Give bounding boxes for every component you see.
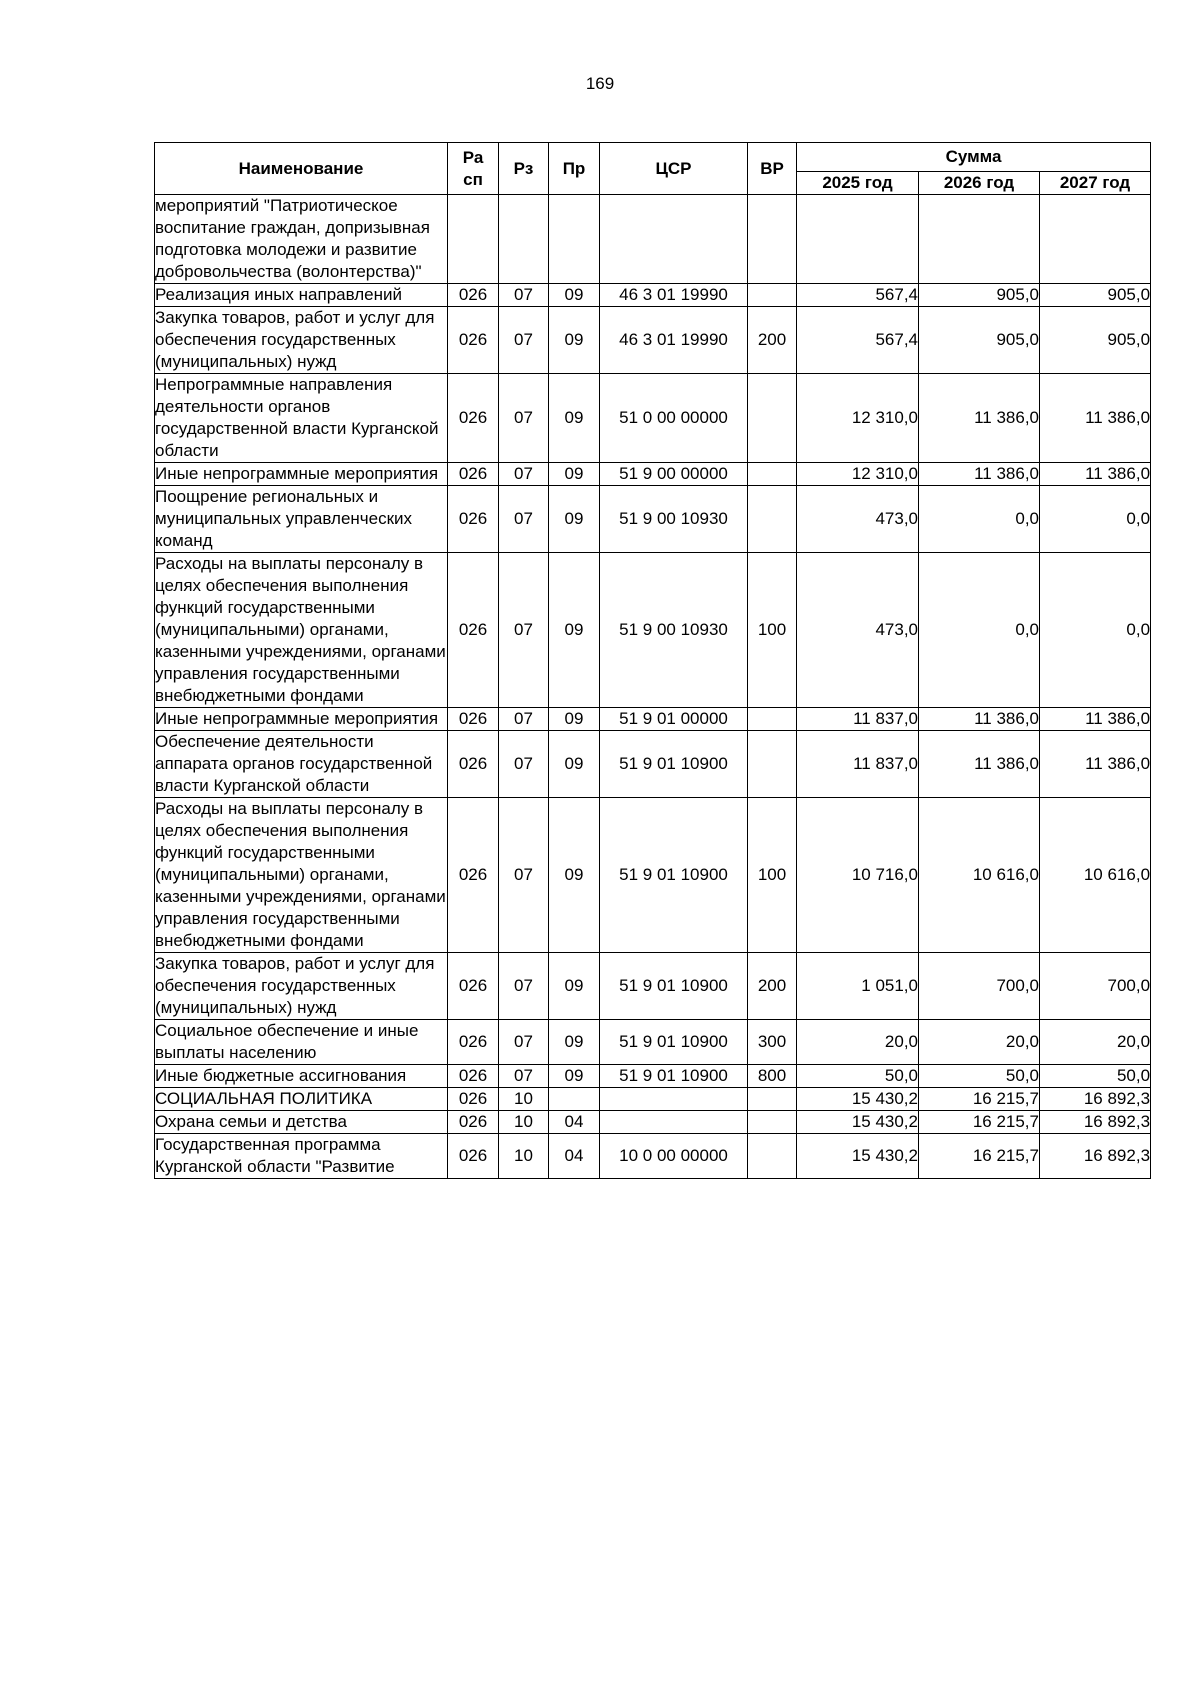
table-row [155, 553, 1151, 708]
table-row [155, 1111, 1151, 1134]
cell-vr [748, 486, 797, 553]
cell-2027 [1040, 195, 1151, 284]
table-row [155, 307, 1151, 374]
cell-2025: 20,0 [797, 1020, 919, 1065]
table-row [155, 953, 1151, 1020]
cell-2025: 50,0 [797, 1065, 919, 1088]
cell-rasp: 026 [448, 1134, 499, 1179]
cell-rz: 07 [499, 1065, 549, 1088]
cell-csr [600, 1088, 748, 1111]
table-row [155, 284, 1151, 307]
table-row [155, 798, 1151, 953]
table-row [155, 1065, 1151, 1088]
cell-2026: 16 215,7 [919, 1088, 1040, 1111]
header-pr: Пр [549, 143, 600, 195]
table-header [155, 143, 1151, 195]
cell-2025: 567,4 [797, 284, 919, 307]
cell-rz: 07 [499, 953, 549, 1020]
table-row [155, 374, 1151, 463]
cell-rasp: 026 [448, 486, 499, 553]
cell-2025: 473,0 [797, 486, 919, 553]
budget-table [154, 142, 1151, 1179]
cell-name: Иные непрограммные мероприятия [155, 463, 448, 486]
header-csr: ЦСР [600, 143, 748, 195]
cell-rz [499, 195, 549, 284]
cell-csr: 51 9 01 10900 [600, 1065, 748, 1088]
cell-name: Поощрение региональных и муниципальных управленческих команд [155, 486, 448, 553]
cell-vr: 200 [748, 953, 797, 1020]
cell-name: мероприятий "Патриотическое воспитание граждан, допризывная подготовка молодежи и развитие добровольчества (волонтерства)" [155, 195, 448, 284]
cell-pr: 09 [549, 1065, 600, 1088]
cell-csr: 51 9 01 10900 [600, 798, 748, 953]
cell-csr [600, 1111, 748, 1134]
cell-rz: 10 [499, 1111, 549, 1134]
cell-csr: 51 9 01 10900 [600, 1020, 748, 1065]
cell-name: Закупка товаров, работ и услуг для обеспечения государственных (муниципальных) нужд [155, 953, 448, 1020]
cell-2027: 11 386,0 [1040, 708, 1151, 731]
cell-2027: 905,0 [1040, 307, 1151, 374]
cell-2027: 11 386,0 [1040, 463, 1151, 486]
cell-rz: 07 [499, 284, 549, 307]
cell-pr: 09 [549, 1020, 600, 1065]
cell-name: Обеспечение деятельности аппарата органов государственной власти Курганской области [155, 731, 448, 798]
cell-csr: 46 3 01 19990 [600, 284, 748, 307]
page-number: 169 [585, 74, 615, 93]
cell-rasp: 026 [448, 374, 499, 463]
table-row [155, 463, 1151, 486]
cell-name: Социальное обеспечение и иные выплаты населению [155, 1020, 448, 1065]
table-row [155, 1088, 1151, 1111]
cell-pr [549, 195, 600, 284]
cell-rz: 10 [499, 1134, 549, 1179]
table-row [155, 731, 1151, 798]
cell-rz: 07 [499, 708, 549, 731]
header-2025: 2025 год [797, 172, 919, 195]
cell-vr [748, 708, 797, 731]
cell-name: Иные бюджетные ассигнования [155, 1065, 448, 1088]
cell-2025 [797, 195, 919, 284]
cell-rz: 07 [499, 486, 549, 553]
cell-rasp: 026 [448, 1020, 499, 1065]
header-rasp-bottom: сп [463, 169, 483, 189]
table-row [155, 486, 1151, 553]
cell-2026: 700,0 [919, 953, 1040, 1020]
cell-2027: 11 386,0 [1040, 374, 1151, 463]
cell-2026: 11 386,0 [919, 731, 1040, 798]
cell-vr: 300 [748, 1020, 797, 1065]
cell-csr: 51 9 00 10930 [600, 553, 748, 708]
cell-pr: 09 [549, 953, 600, 1020]
cell-rz: 07 [499, 374, 549, 463]
cell-rasp [448, 195, 499, 284]
cell-csr [600, 195, 748, 284]
header-rasp [448, 143, 499, 195]
cell-2027: 11 386,0 [1040, 731, 1151, 798]
cell-rasp: 026 [448, 798, 499, 953]
cell-rz: 07 [499, 463, 549, 486]
cell-name: Охрана семьи и детства [155, 1111, 448, 1134]
cell-2026: 20,0 [919, 1020, 1040, 1065]
cell-rasp: 026 [448, 307, 499, 374]
cell-rasp: 026 [448, 1088, 499, 1111]
cell-2026: 11 386,0 [919, 463, 1040, 486]
cell-rasp: 026 [448, 731, 499, 798]
cell-rasp: 026 [448, 284, 499, 307]
cell-2026: 16 215,7 [919, 1134, 1040, 1179]
cell-2027: 700,0 [1040, 953, 1151, 1020]
cell-2025: 567,4 [797, 307, 919, 374]
cell-2025: 15 430,2 [797, 1134, 919, 1179]
cell-csr: 51 9 01 10900 [600, 953, 748, 1020]
cell-pr: 09 [549, 284, 600, 307]
header-rz: Рз [499, 143, 549, 195]
cell-2025: 473,0 [797, 553, 919, 708]
cell-rasp: 026 [448, 953, 499, 1020]
cell-2027: 16 892,3 [1040, 1088, 1151, 1111]
cell-2027: 10 616,0 [1040, 798, 1151, 953]
cell-2027: 0,0 [1040, 486, 1151, 553]
cell-2026: 50,0 [919, 1065, 1040, 1088]
cell-rz: 07 [499, 307, 549, 374]
cell-vr: 100 [748, 798, 797, 953]
header-vr: ВР [748, 143, 797, 195]
cell-vr: 100 [748, 553, 797, 708]
cell-csr: 51 9 00 10930 [600, 486, 748, 553]
cell-vr [748, 284, 797, 307]
cell-pr [549, 1088, 600, 1111]
cell-vr [748, 731, 797, 798]
cell-rz: 07 [499, 1020, 549, 1065]
header-2026: 2026 год [919, 172, 1040, 195]
cell-pr: 09 [549, 553, 600, 708]
cell-2026: 10 616,0 [919, 798, 1040, 953]
cell-vr [748, 195, 797, 284]
cell-2027: 16 892,3 [1040, 1134, 1151, 1179]
cell-2026: 16 215,7 [919, 1111, 1040, 1134]
cell-2026 [919, 195, 1040, 284]
cell-name: Расходы на выплаты персоналу в целях обеспечения выполнения функций государственными (муниципальными) органами, казенными учреждениями, органами управления государственными внебюджетными фондами [155, 798, 448, 953]
cell-vr: 800 [748, 1065, 797, 1088]
cell-2026: 11 386,0 [919, 374, 1040, 463]
cell-csr: 46 3 01 19990 [600, 307, 748, 374]
table-row [155, 708, 1151, 731]
cell-rasp: 026 [448, 553, 499, 708]
cell-rz: 07 [499, 553, 549, 708]
cell-name: Непрограммные направления деятельности органов государственной власти Курганской области [155, 374, 448, 463]
cell-csr: 51 0 00 00000 [600, 374, 748, 463]
cell-2025: 15 430,2 [797, 1111, 919, 1134]
cell-rasp: 026 [448, 708, 499, 731]
cell-2025: 11 837,0 [797, 708, 919, 731]
cell-2025: 1 051,0 [797, 953, 919, 1020]
cell-2026: 905,0 [919, 307, 1040, 374]
cell-pr: 09 [549, 798, 600, 953]
cell-vr [748, 463, 797, 486]
cell-rz: 07 [499, 731, 549, 798]
cell-name: Государственная программа Курганской области "Развитие [155, 1134, 448, 1179]
cell-csr: 51 9 01 10900 [600, 731, 748, 798]
cell-2025: 12 310,0 [797, 463, 919, 486]
cell-2026: 11 386,0 [919, 708, 1040, 731]
cell-name: Реализация иных направлений [155, 284, 448, 307]
cell-vr [748, 1088, 797, 1111]
cell-vr: 200 [748, 307, 797, 374]
cell-2026: 0,0 [919, 553, 1040, 708]
cell-2026: 905,0 [919, 284, 1040, 307]
header-rasp-top: Ра [462, 147, 484, 167]
cell-csr: 10 0 00 00000 [600, 1134, 748, 1179]
cell-pr: 09 [549, 731, 600, 798]
cell-vr [748, 374, 797, 463]
cell-2025: 11 837,0 [797, 731, 919, 798]
cell-rasp: 026 [448, 463, 499, 486]
table-row [155, 195, 1151, 284]
cell-rasp: 026 [448, 1111, 499, 1134]
cell-csr: 51 9 01 00000 [600, 708, 748, 731]
cell-2025: 10 716,0 [797, 798, 919, 953]
cell-vr [748, 1111, 797, 1134]
cell-rasp: 026 [448, 1065, 499, 1088]
header-sum: Сумма [797, 143, 1151, 172]
cell-2027: 0,0 [1040, 553, 1151, 708]
cell-2027: 905,0 [1040, 284, 1151, 307]
cell-pr: 09 [549, 374, 600, 463]
cell-2027: 16 892,3 [1040, 1111, 1151, 1134]
cell-2025: 15 430,2 [797, 1088, 919, 1111]
cell-2027: 20,0 [1040, 1020, 1151, 1065]
cell-2027: 50,0 [1040, 1065, 1151, 1088]
table-body [155, 195, 1151, 1179]
cell-name: Иные непрограммные мероприятия [155, 708, 448, 731]
cell-vr [748, 1134, 797, 1179]
table-row [155, 1020, 1151, 1065]
cell-rz: 07 [499, 798, 549, 953]
cell-pr: 09 [549, 708, 600, 731]
cell-pr: 04 [549, 1134, 600, 1179]
cell-name: Расходы на выплаты персоналу в целях обеспечения выполнения функций государственными (муниципальными) органами, казенными учреждениями, органами управления государственными внебюджетными фондами [155, 553, 448, 708]
cell-csr: 51 9 00 00000 [600, 463, 748, 486]
cell-2025: 12 310,0 [797, 374, 919, 463]
cell-name: СОЦИАЛЬНАЯ ПОЛИТИКА [155, 1088, 448, 1111]
header-name: Наименование [155, 143, 448, 195]
cell-name: Закупка товаров, работ и услуг для обеспечения государственных (муниципальных) нужд [155, 307, 448, 374]
cell-rz: 10 [499, 1088, 549, 1111]
header-2027: 2027 год [1040, 172, 1151, 195]
cell-pr: 09 [549, 463, 600, 486]
cell-pr: 09 [549, 307, 600, 374]
cell-2026: 0,0 [919, 486, 1040, 553]
cell-pr: 04 [549, 1111, 600, 1134]
cell-pr: 09 [549, 486, 600, 553]
table-row [155, 1134, 1151, 1179]
